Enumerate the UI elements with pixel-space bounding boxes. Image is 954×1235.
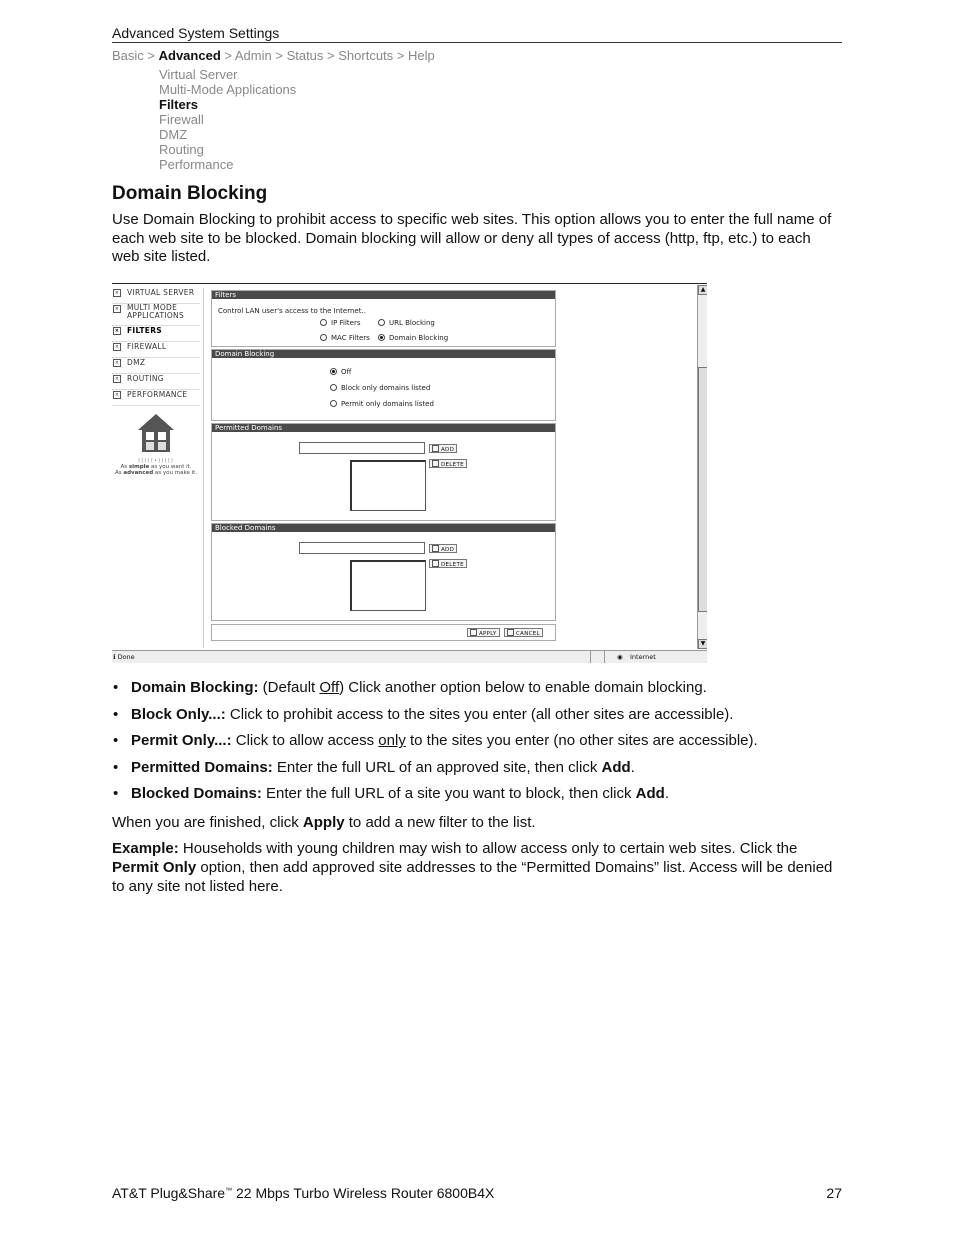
checkbox-icon: × — [114, 328, 120, 334]
status-zone: Internet — [630, 653, 656, 661]
status-done: Done — [117, 653, 135, 661]
nav-filters[interactable]: × FILTERS — [112, 326, 200, 342]
nav-performance[interactable]: × PERFORMANCE — [112, 390, 200, 406]
list-item: • Permit Only...: Click to allow access only to the sites you enter (no other sites are accessible). — [112, 732, 852, 759]
radio-domain-blocking[interactable]: Domain Blocking — [378, 334, 448, 342]
submenu-virtual-server[interactable]: Virtual Server — [159, 67, 238, 82]
blocked-add-button[interactable]: ADD — [429, 544, 457, 553]
blocked-domains-list[interactable] — [350, 560, 426, 611]
permitted-delete-button[interactable]: DELETE — [429, 459, 467, 468]
scroll-down-icon[interactable]: ▼ — [698, 639, 707, 649]
filters-bar: Filters — [212, 291, 555, 299]
blocked-domain-input[interactable] — [299, 542, 425, 554]
radio-ip-filters[interactable]: IP Filters — [320, 319, 361, 327]
filters-panel — [211, 290, 556, 347]
internet-zone-icon: ◉ — [617, 653, 623, 661]
radio-block-only[interactable]: Block only domains listed — [330, 384, 430, 392]
breadcrumb-help[interactable]: Help — [408, 48, 435, 63]
apply-button[interactable]: APPLY — [467, 628, 500, 637]
permitted-add-button[interactable]: ADD — [429, 444, 457, 453]
breadcrumb-advanced[interactable]: Advanced — [158, 48, 221, 63]
permitted-domain-input[interactable] — [299, 442, 425, 454]
list-item: • Block Only...: Click to prohibit access to the sites you enter (all other sites are accessible). — [112, 706, 852, 733]
section-title: Domain Blocking — [112, 183, 268, 204]
nav-divider — [203, 288, 204, 648]
radio-url-blocking[interactable]: URL Blocking — [378, 319, 435, 327]
breadcrumb: Basic > Advanced > Admin > Status > Shortcuts > Help — [112, 48, 435, 63]
radio-permit-only[interactable]: Permit only domains listed — [330, 400, 434, 408]
blocked-delete-button[interactable]: DELETE — [429, 559, 467, 568]
blocked-domains-panel — [211, 523, 556, 621]
footer-product: AT&T Plug&Share™ 22 Mbps Turbo Wireless Router 6800B4X — [112, 1185, 495, 1201]
page-number: 27 — [826, 1185, 842, 1201]
nav-routing[interactable]: × ROUTING — [112, 374, 200, 390]
blocked-bar: Blocked Domains — [212, 524, 555, 532]
checkbox-icon: × — [114, 306, 120, 312]
finish-paragraph: When you are finished, click Apply to add a new filter to the list. — [112, 814, 536, 831]
nav-dmz[interactable]: × DMZ — [112, 358, 200, 374]
radio-mac-filters[interactable]: MAC Filters — [320, 334, 370, 342]
header-rule — [112, 42, 842, 43]
submenu-routing[interactable]: Routing — [159, 142, 204, 157]
submenu-performance[interactable]: Performance — [159, 157, 234, 172]
domain-bar: Domain Blocking — [212, 350, 555, 358]
submenu — [159, 67, 296, 172]
breadcrumb-admin[interactable]: Admin — [234, 48, 272, 63]
checkbox-icon: × — [114, 392, 120, 398]
page-header-title: Advanced System Settings — [112, 25, 280, 41]
router-ui-screenshot — [112, 283, 707, 664]
screenshot-nav — [112, 288, 200, 406]
submenu-firewall[interactable]: Firewall — [159, 112, 204, 127]
breadcrumb-shortcuts[interactable]: Shortcuts — [338, 48, 394, 63]
vertical-scrollbar[interactable] — [697, 285, 707, 649]
browser-status-bar — [112, 650, 707, 663]
checkbox-icon: × — [114, 360, 120, 366]
permitted-bar: Permitted Domains — [212, 424, 555, 432]
list-item: • Blocked Domains: Enter the full URL of a site you want to block, then click Add. — [112, 785, 852, 812]
permitted-domains-panel — [211, 423, 556, 521]
section-intro: Use Domain Blocking to prohibit access to specific web sites. This option allows you to enter the full name of each web site to be blocked. Domain blocking will allow or deny all types of access (http, ftp, etc.) to each web site listed. — [112, 211, 832, 265]
domain-blocking-panel — [211, 349, 556, 421]
submenu-filters[interactable]: Filters — [159, 97, 199, 112]
checkbox-icon: × — [114, 290, 120, 296]
brand-logo: (((((•))))) As simple as you want it. As advanced as you make it. — [114, 412, 198, 476]
list-item: • Permitted Domains: Enter the full URL of an approved site, then click Add. — [112, 759, 852, 786]
submenu-dmz[interactable]: DMZ — [159, 127, 188, 142]
scroll-thumb[interactable] — [698, 367, 707, 612]
nav-multi-mode[interactable]: × MULTI MODE APPLICATIONS — [112, 304, 200, 326]
permitted-domains-list[interactable] — [350, 460, 426, 511]
nav-firewall[interactable]: × FIREWALL — [112, 342, 200, 358]
breadcrumb-status[interactable]: Status — [286, 48, 324, 63]
submenu-multi-mode[interactable]: Multi-Mode Applications — [159, 82, 297, 97]
house-logo-icon — [136, 412, 176, 456]
bullet-list — [112, 679, 852, 812]
list-item: • Domain Blocking: (Default Off) Click another option below to enable domain blocking. — [112, 679, 852, 706]
nav-virtual-server[interactable]: × VIRTUAL SERVER — [112, 288, 200, 304]
cancel-button[interactable]: CANCEL — [504, 628, 543, 637]
checkbox-icon: × — [114, 344, 120, 350]
scroll-up-icon[interactable]: ▲ — [698, 285, 707, 295]
breadcrumb-basic[interactable]: Basic — [112, 48, 144, 63]
control-label: Control LAN user's access to the Internet.. — [218, 307, 366, 315]
page-done-icon: ℹ — [113, 653, 116, 661]
checkbox-icon: × — [114, 376, 120, 382]
example-paragraph: Example: Households with young children may wish to allow access only to certain web sites. Click the Permit Only option, then add approved site addresses to the “Permitted Domains” list. Access will be denied to any site not listed here. — [112, 840, 833, 895]
action-panel — [211, 624, 556, 641]
radio-off[interactable]: Off — [330, 368, 351, 376]
